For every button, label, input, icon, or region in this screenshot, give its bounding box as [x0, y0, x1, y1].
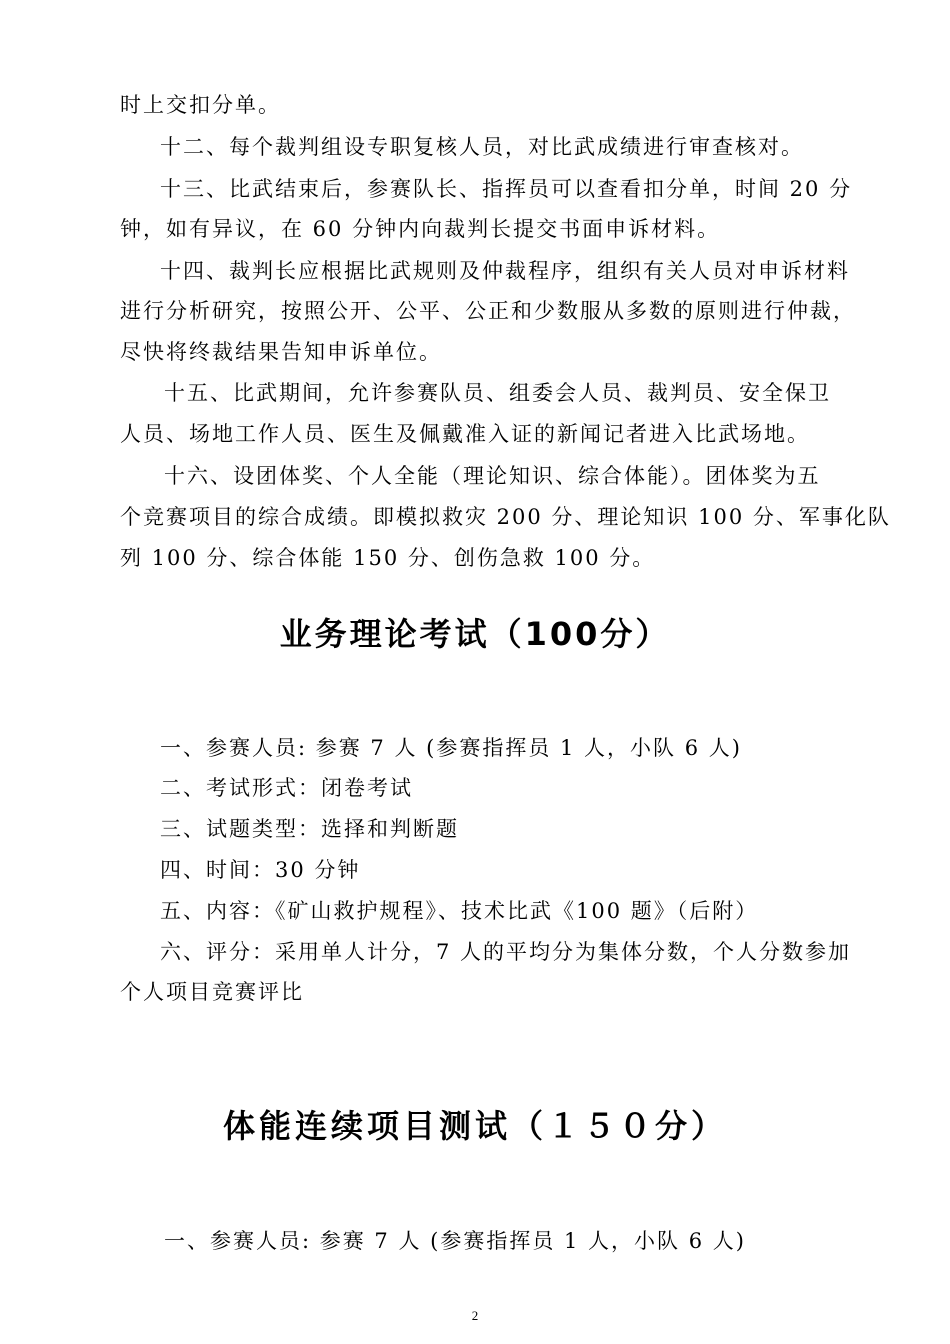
rules-line: 钟，如有异议，在 60 分钟内向裁判长提交书面申诉材料。	[120, 217, 721, 241]
rules-line: 尽快将终裁结果告知申诉单位。	[120, 340, 442, 364]
rules-line: 个竞赛项目的综合成绩。即模拟救灾 200 分、理论知识 100 分、军事化队	[120, 505, 891, 529]
rules-line: 人员、场地工作人员、医生及佩戴准入证的新闻记者进入比武场地。	[120, 422, 810, 446]
theory-exam-item: 三、试题类型：选择和判断题	[160, 817, 459, 841]
theory-exam-item: 二、考试形式：闭卷考试	[160, 776, 413, 800]
theory-exam-item: 个人项目竞赛评比	[120, 980, 304, 1004]
rules-item-13: 十三、比武结束后，参赛队长、指挥员可以查看扣分单，时间 20 分	[160, 177, 853, 201]
theory-exam-item: 五、内容：《矿山救护规程》、技术比武《100 题》（后附）	[160, 899, 759, 923]
page-number: 2	[471, 1308, 479, 1323]
theory-exam-title: 业务理论考试（100分）	[279, 615, 671, 653]
theory-exam-item: 一、参赛人员: 参赛 7 人 (参赛指挥员 1 人，小队 6 人)	[160, 736, 742, 760]
rules-item-14: 十四、裁判长应根据比武规则及仲裁程序，组织有关人员对申诉材料	[160, 259, 850, 283]
rules-item-12: 十二、每个裁判组设专职复核人员，对比武成绩进行审查核对。	[160, 135, 804, 159]
rules-line: 时上交扣分单。	[120, 93, 281, 117]
rules-line: 列 100 分、综合体能 150 分、创伤急救 100 分。	[120, 546, 656, 570]
rules-line: 进行分析研究，按照公开、公平、公正和少数服从多数的原则进行仲裁，	[120, 299, 856, 323]
rules-item-15: 十五、比武期间，允许参赛队员、组委会人员、裁判员、安全保卫	[164, 381, 831, 405]
fitness-test-title: 体能连续项目测试（１５０分）	[222, 1107, 727, 1145]
theory-exam-item: 六、评分：采用单人计分，7 人的平均分为集体分数，个人分数参加	[160, 940, 852, 964]
rules-item-16: 十六、设团体奖、个人全能（理论知识、综合体能）。团体奖为五	[164, 464, 821, 488]
fitness-test-item: 一、参赛人员: 参赛 7 人 (参赛指挥员 1 人，小队 6 人)	[164, 1229, 746, 1253]
theory-exam-item: 四、时间：30 分钟	[160, 858, 361, 882]
